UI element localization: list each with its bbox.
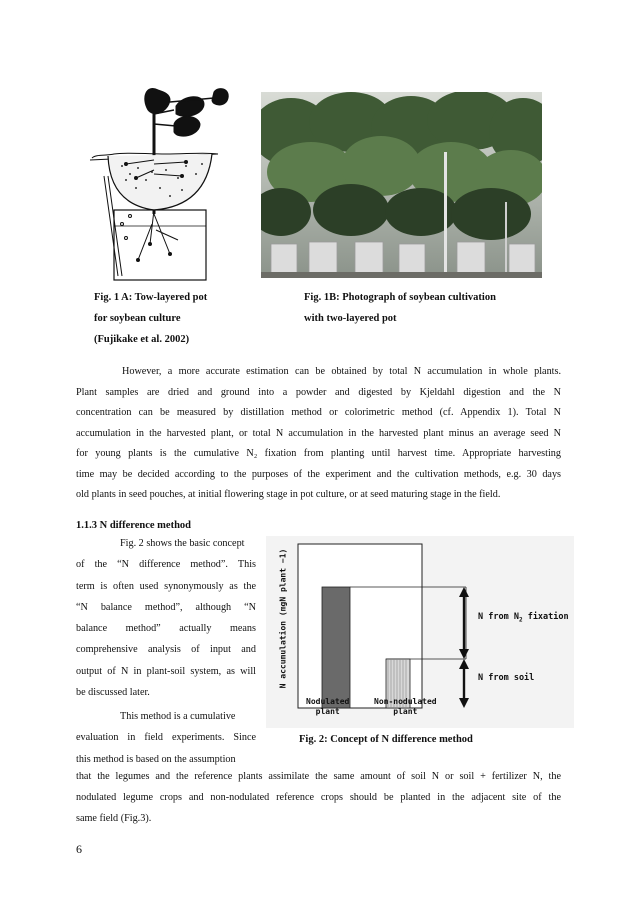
- column-line: This method is a cumulative: [120, 711, 236, 722]
- full-line: same field (Fig.3).: [76, 813, 152, 824]
- fig1a-illustration: [86, 84, 236, 284]
- fig1a-caption: [94, 287, 284, 350]
- fig1b-caption-line: Fig. 1B: Photograph of soybean cultivation: [304, 292, 496, 303]
- full-line: nodulated legume crops and non-nodulated reference crops should be planted in the adjacent site of the: [76, 792, 561, 803]
- fig1a-caption-line: (Fujikake et al. 2002): [94, 334, 190, 345]
- column-line: balance method” actually means: [76, 623, 256, 635]
- fig2-category-line: Non-nodulated: [374, 697, 437, 706]
- fig2-label-fixation-tail: fixation: [522, 612, 569, 622]
- section-heading: 1.1.3 N difference method: [76, 520, 191, 531]
- fig1b-caption: [304, 287, 564, 329]
- column-line: of the “N difference method”. This: [76, 559, 256, 571]
- fig1b-caption-line: with two-layered pot: [304, 313, 397, 324]
- column-line: be discussed later.: [76, 687, 150, 699]
- fig1a-caption-line: Fig. 1 A: Tow-layered pot: [94, 292, 208, 303]
- paragraph-1: [76, 362, 561, 506]
- paragraph-line: However, a more accurate estimation can be obtained by total N accumulation in whole plants.: [122, 366, 561, 377]
- fig2-category-line: plant: [315, 707, 340, 716]
- fig2-ylabel: N accumulation (mgN plant −1): [278, 548, 288, 689]
- column-line: evaluation in field experiments. Since: [76, 732, 256, 744]
- section-column-text: [76, 533, 256, 703]
- fig2-category-non-nodulated: [374, 697, 437, 717]
- fig1b-photograph: [261, 92, 542, 278]
- paragraph-line: concentration can be measured by distillation method or colorimetric method (cf. Appendix 1). Total N: [76, 407, 561, 418]
- fig1a-caption-line: for soybean culture: [94, 313, 181, 324]
- fig2-bar-nodulated: [322, 587, 350, 708]
- section-full-text: [76, 766, 561, 829]
- column-line: “N balance method”, although “N: [76, 601, 256, 613]
- column-line: comprehensive analysis of input and: [76, 644, 256, 656]
- column-line: Fig. 2 shows the basic concept: [120, 538, 245, 549]
- fig2-label-soil: N from soil: [478, 673, 535, 683]
- column-line: output of N in plant-soil system, as will: [76, 665, 256, 677]
- fig2-label-fixation-sub: 2: [518, 616, 523, 624]
- section-column-text-2: [76, 706, 256, 770]
- fig2-category-line: Nodulated: [306, 697, 350, 706]
- paragraph-line: old plants in seed pouches, at initial flowering stage in pot culture, or at seed maturing stage in the field.: [76, 489, 501, 500]
- column-line: this method is based on the assumption: [76, 753, 236, 765]
- full-line: that the legumes and the reference plants assimilate the same amount of soil N or soil + fertilizer N, the: [76, 771, 561, 782]
- paragraph-line: accumulation in the harvested plant, or total N accumulation in the harvested plant minus an average seed N: [76, 427, 561, 439]
- column-line: term is often used synonymously as the: [76, 580, 256, 592]
- paragraph-line: time may be decided according to the purposes of the experiment and the cultivation methods, e.g. 30 days: [76, 468, 561, 480]
- page-number: 6: [76, 842, 82, 856]
- paragraph-line: for young plants is the cumulative N₂ fixation from planting until harvest time. Appropriate harvesting: [76, 448, 561, 459]
- paragraph-line: Plant samples are dried and ground into a powder and digested by Kjeldahl digestion and the N: [76, 386, 561, 398]
- fig2-category-line: plant: [393, 707, 418, 716]
- fig2-category-nodulated: [306, 697, 349, 717]
- fig2-diagram: [266, 536, 574, 728]
- fig2-caption: Fig. 2: Concept of N difference method: [299, 734, 473, 745]
- fig2-label-fixation: [478, 612, 569, 624]
- fig2-label-fixation-text: N from N: [478, 612, 519, 622]
